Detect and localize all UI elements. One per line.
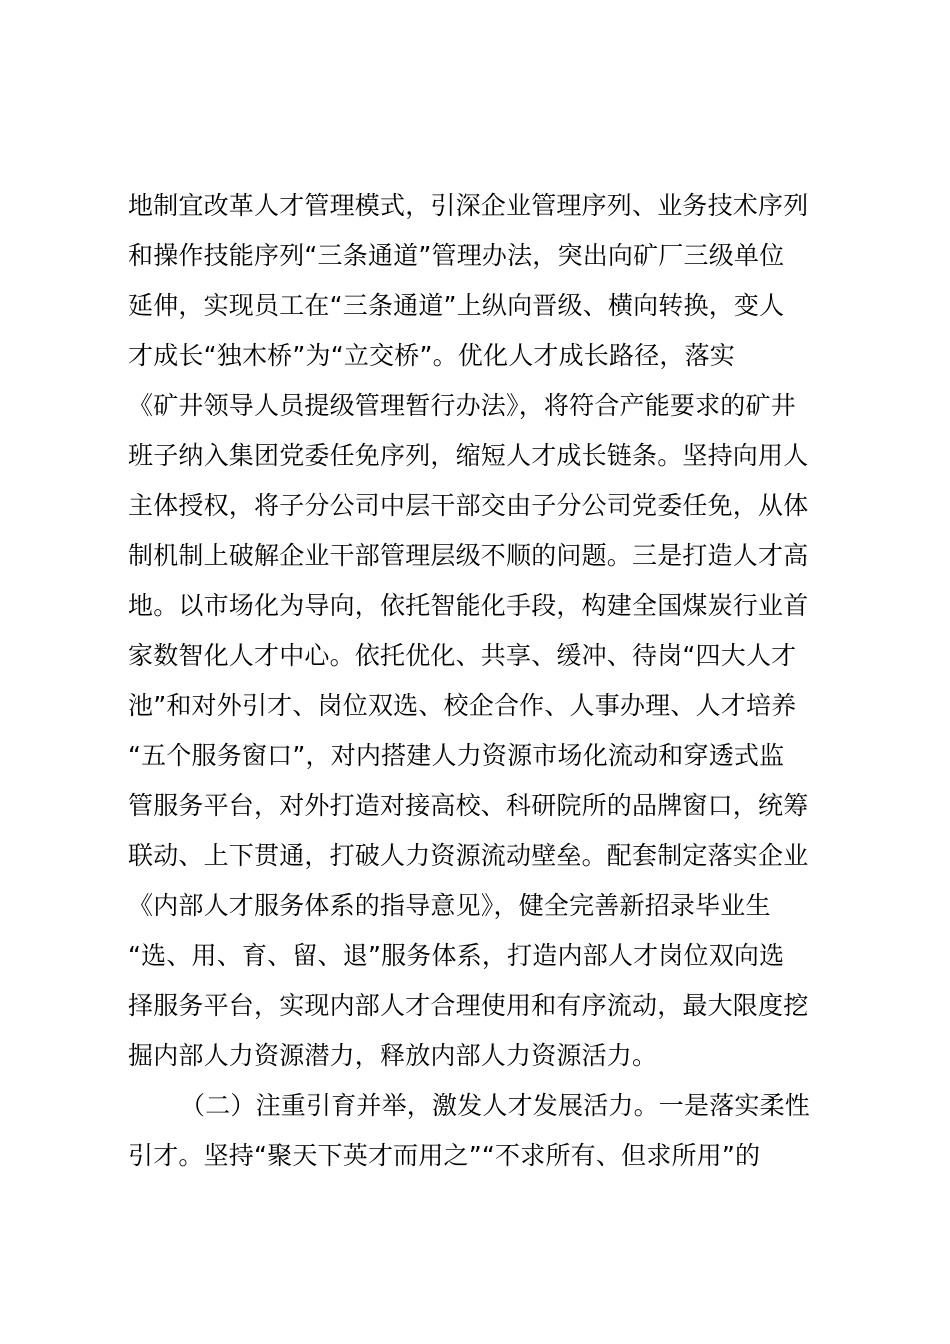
paragraph-heading-line: （二）注重引育并举，激发人才发展活力。一是落实柔性	[180, 1091, 811, 1120]
text-line: “选、用、育、留、退”服务体系，打造内部人才岗位双向选	[128, 941, 785, 970]
text-line: 掘内部人力资源潜力，释放内部人力资源活力。	[128, 1041, 658, 1070]
text-line: 《内部人才服务体系的指导意见》，健全完善新招录毕业生	[128, 891, 771, 920]
text-line: 和操作技能序列“三条通道”管理办法，突出向矿厂三级单位	[128, 241, 785, 270]
text-line: 家数智化人才中心。依托优化、共享、缓冲、待岗“四大人才	[128, 641, 797, 670]
text-line: “五个服务窗口”，对内搭建人力资源市场化流动和穿透式监	[128, 741, 785, 770]
text-line: 主体授权，将子分公司中层干部交由子分公司党委任免，从体	[128, 491, 809, 520]
text-line: 地制宜改革人才管理模式，引深企业管理序列、业务技术序列	[128, 191, 809, 220]
text-line: 地。以市场化为导向，依托智能化手段，构建全国煤炭行业首	[128, 591, 809, 620]
body-text	[128, 181, 848, 1181]
text-line: 制机制上破解企业干部管理层级不顺的问题。三是打造人才高	[128, 541, 809, 570]
text-line: 班子纳入集团党委任免序列，缩短人才成长链条。坚持向用人	[128, 441, 809, 470]
text-line: 择服务平台，实现内部人才合理使用和有序流动，最大限度挖	[128, 991, 809, 1020]
text-line: 延伸，实现员工在“三条通道”上纵向晋级、横向转换，变人	[128, 291, 785, 320]
text-line: 管服务平台，对外打造对接高校、科研院所的品牌窗口，统筹	[128, 791, 809, 820]
text-line: 才成长“独木桥”为“立交桥”。优化人才成长路径，落实	[128, 341, 736, 370]
text-line: 《矿井领导人员提级管理暂行办法》，将符合产能要求的矿井	[128, 391, 796, 420]
text-line: 池”和对外引才、岗位双选、校企合作、人事办理、人才培养	[128, 691, 797, 720]
text-line: 联动、上下贯通，打破人力资源流动壁垒。配套制定落实企业	[128, 841, 809, 870]
text-line: 引才。坚持“聚天下英才而用之”“不求所有、但求所用”的	[128, 1141, 761, 1170]
